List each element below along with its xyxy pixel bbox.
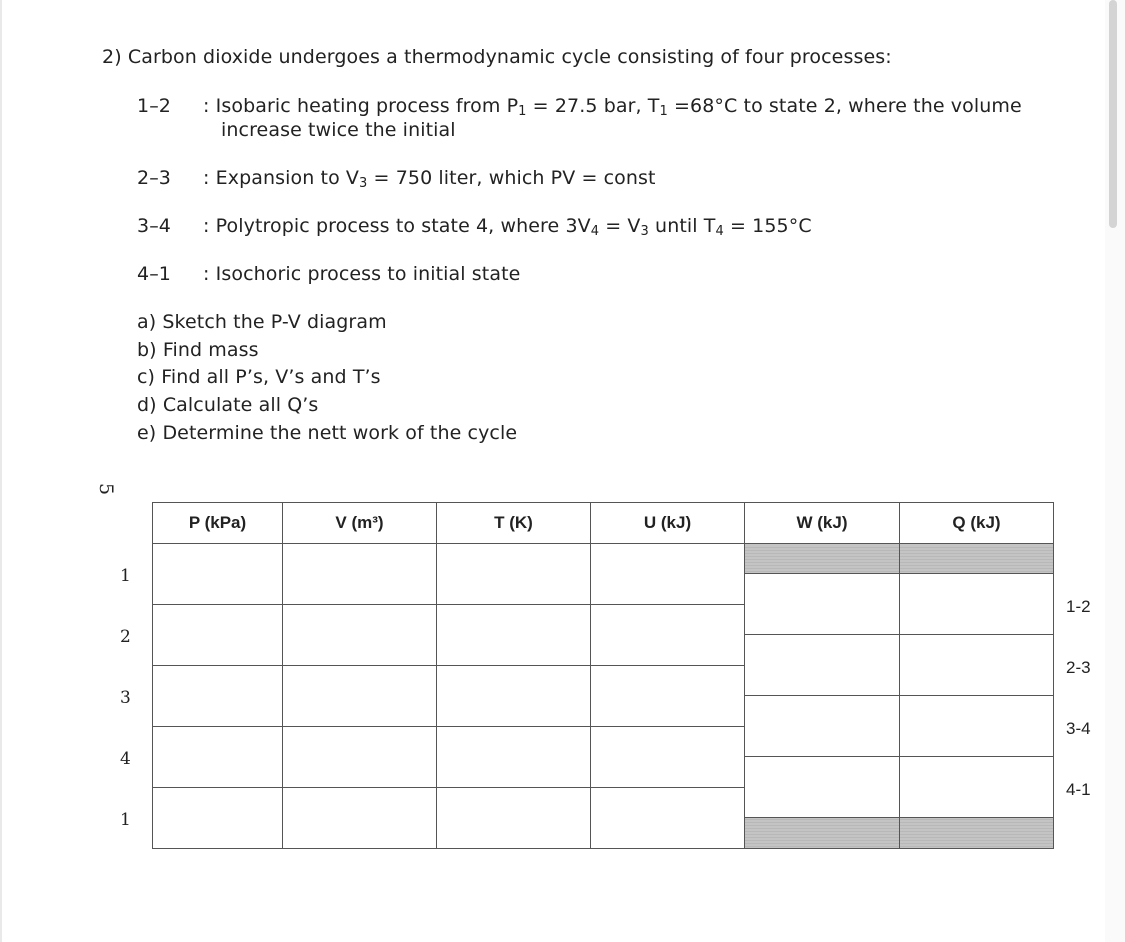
process-3-4-description: : Polytropic process to state 4, where $3V_4 = V_3$ until $T_4 = 155^\circ C$	[203, 215, 812, 239]
cell-v-2[interactable]	[283, 605, 437, 666]
state-label-3: 3	[120, 688, 131, 708]
shaded-cell-q-bottom	[900, 818, 1054, 849]
cell-u-3[interactable]	[591, 666, 745, 727]
cell-q-4-1[interactable]	[900, 757, 1054, 818]
state-table	[152, 502, 1054, 849]
process-label-1-2: 1-2	[1066, 597, 1091, 616]
process-1-2-description: : Isobaric heating process from $P_1 = 27.5$ bar, $T_1 =68^\circ C$ to state 2, where the volume	[203, 95, 1022, 119]
task-b: b) Find mass	[137, 339, 259, 361]
cell-u-4[interactable]	[591, 727, 745, 788]
table-header-row	[153, 503, 1054, 544]
state-label-2: 2	[120, 627, 131, 647]
cell-t-4[interactable]	[437, 727, 591, 788]
task-d: d) Calculate all Q’s	[137, 394, 319, 416]
header-volume: V (m³)	[283, 503, 437, 544]
header-work: W (kJ)	[745, 503, 900, 544]
process-1-2-description-cont: increase twice the initial	[221, 119, 456, 141]
state-label-4: 4	[120, 749, 131, 769]
task-e: e) Determine the nett work of the cycle	[137, 422, 518, 444]
shaded-cell-w-top	[745, 544, 900, 574]
process-id-2-3: 2–3	[137, 167, 171, 189]
process-label-2-3: 2-3	[1066, 658, 1091, 677]
problem-heading: 2) Carbon dioxide undergoes a thermodynamic cycle consisting of four processes:	[102, 46, 892, 68]
cell-u-2[interactable]	[591, 605, 745, 666]
process-id-3-4: 3–4	[137, 215, 171, 237]
scrollbar-track[interactable]	[1105, 0, 1125, 942]
cell-p-3[interactable]	[153, 666, 283, 727]
cell-v-3[interactable]	[283, 666, 437, 727]
process-label-3-4: 3-4	[1066, 719, 1091, 738]
process-id-4-1: 4–1	[137, 263, 171, 285]
shaded-cell-w-bottom	[745, 818, 900, 849]
shaded-cell-q-top	[900, 544, 1054, 574]
cell-t-3[interactable]	[437, 666, 591, 727]
task-a: a) Sketch the P-V diagram	[137, 311, 387, 333]
cell-w-2-3[interactable]	[745, 635, 900, 696]
header-internal-energy: U (kJ)	[591, 503, 745, 544]
task-c: c) Find all P’s, V’s and T’s	[137, 366, 381, 388]
process-4-1-description: : Isochoric process to initial state	[203, 263, 521, 285]
process-label-4-1: 4-1	[1066, 780, 1091, 799]
cell-p-1-end[interactable]	[153, 788, 283, 849]
cell-t-1-end[interactable]	[437, 788, 591, 849]
cell-u-1[interactable]	[591, 544, 745, 605]
cell-p-4[interactable]	[153, 727, 283, 788]
header-pressure: P (kPa)	[153, 503, 283, 544]
cell-q-3-4[interactable]	[900, 696, 1054, 757]
state-label-1: 1	[120, 566, 131, 586]
cell-t-2[interactable]	[437, 605, 591, 666]
cell-t-1[interactable]	[437, 544, 591, 605]
cell-w-4-1[interactable]	[745, 757, 900, 818]
rotated-page-number: 5	[95, 482, 118, 496]
state-label-1-return: 1	[120, 810, 131, 830]
cell-p-1[interactable]	[153, 544, 283, 605]
cell-v-4[interactable]	[283, 727, 437, 788]
cell-v-1[interactable]	[283, 544, 437, 605]
cell-w-3-4[interactable]	[745, 696, 900, 757]
cell-u-1-end[interactable]	[591, 788, 745, 849]
page-left-border	[0, 0, 2, 942]
process-2-3-description: : Expansion to $V_3 = 750$ liter, which PV = const	[203, 167, 656, 191]
header-temperature: T (K)	[437, 503, 591, 544]
cell-p-2[interactable]	[153, 605, 283, 666]
cell-q-2-3[interactable]	[900, 635, 1054, 696]
scrollbar-thumb[interactable]	[1109, 0, 1117, 228]
process-id-1-2: 1–2	[137, 95, 171, 117]
cell-v-1-end[interactable]	[283, 788, 437, 849]
cell-w-1-2[interactable]	[745, 574, 900, 635]
cell-q-1-2[interactable]	[900, 574, 1054, 635]
table-row	[153, 544, 1054, 574]
header-heat: Q (kJ)	[900, 503, 1054, 544]
